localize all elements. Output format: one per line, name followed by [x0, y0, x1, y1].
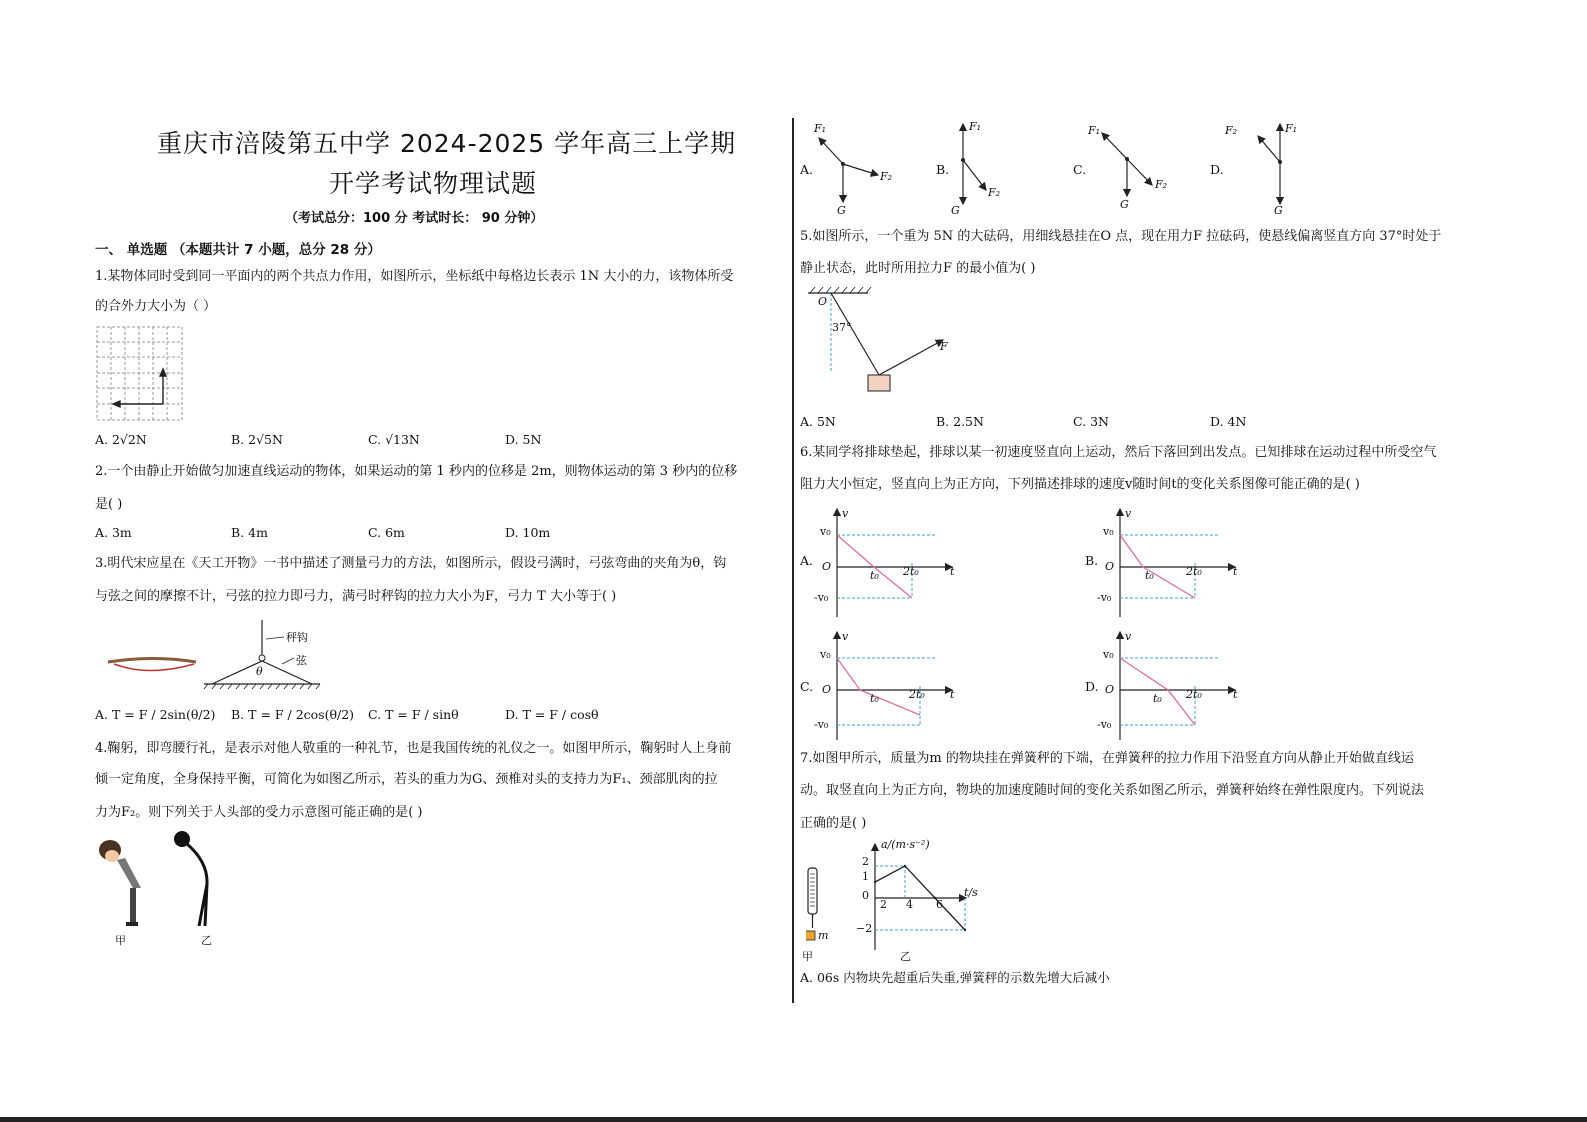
- q4-option-b[interactable]: B.: [936, 162, 950, 177]
- q6b-v: v: [1125, 507, 1132, 520]
- q6-line-2: 阻力大小恒定，竖直向上为正方向，下列描述排球的速度v随时间t的变化关系图像可能正确的是( ): [800, 477, 1360, 492]
- q4a-f1-label: F₁: [814, 122, 827, 135]
- q7-line-3: 正确的是( ): [800, 816, 867, 831]
- q7-ytick-2: 2: [862, 855, 869, 868]
- q6-graph-a: [812, 505, 972, 620]
- q4-label-jia: 甲: [115, 934, 126, 947]
- q7-data-point: [964, 929, 966, 931]
- q7-m-label: m: [818, 929, 829, 942]
- q7-line-2: 动。取竖直向上为正方向，物块的加速度随时间的变化关系如图乙所示，弹簧秤始终在弹性限度内。下列说法: [800, 783, 1425, 798]
- q5-option-c[interactable]: C. 3N: [1073, 414, 1109, 429]
- q6a-t0: t₀: [870, 569, 879, 582]
- q4c-f2-label: F₂: [1155, 178, 1168, 191]
- q4-line-1: 4.鞠躬，即弯腰行礼，是表示对他人敬重的一种礼节，也是我国传统的礼仪之一。如图甲所示，鞠躬时人上身前: [95, 741, 732, 756]
- q6b-t: t: [1233, 565, 1238, 578]
- q6d-o: O: [1105, 683, 1115, 696]
- q4-diagram-b: [948, 118, 1038, 218]
- q6a-t: t: [950, 565, 955, 578]
- title-line-1: 重庆市涪陵第五中学 2024-2025 学年高三上学期: [157, 129, 737, 158]
- q3-option-b[interactable]: B. T = F / 2cos(θ/2): [231, 707, 355, 722]
- q3-bow-figure: [104, 617, 329, 693]
- q4-line-2: 倾一定角度，全身保持平衡，可简化为如图乙所示，若头的重力为G、颈椎对头的支持力为F₁、颈部肌肉的拉: [95, 772, 718, 787]
- q6-option-a[interactable]: A.: [800, 553, 814, 568]
- section-heading: 一、 单选题 （本题共计 7 小题，总分 28 分）: [95, 242, 381, 258]
- q4-diagram-d: [1222, 118, 1312, 218]
- q4-label-yi: 乙: [201, 934, 212, 947]
- q6c-v0: v₀: [820, 648, 831, 661]
- q6-option-b[interactable]: B.: [1085, 553, 1099, 568]
- q6a-2t0: 2t₀: [903, 565, 919, 578]
- q1-option-a[interactable]: A. 2√2N: [95, 432, 147, 447]
- exam-info: （考试总分：100 分 考试时长： 90 分钟）: [285, 211, 544, 226]
- q6-option-d[interactable]: D.: [1085, 679, 1099, 694]
- q5-f-label: F: [940, 340, 948, 353]
- q4d-f2-label: F₂: [1225, 124, 1238, 137]
- q6d-v: v: [1125, 630, 1132, 643]
- q4-option-a[interactable]: A.: [800, 162, 814, 177]
- q3-option-d[interactable]: D. T = F / cosθ: [505, 707, 599, 722]
- q4d-f1-label: F₁: [1285, 122, 1298, 135]
- q4-diagram-c: [1085, 118, 1175, 218]
- q7-data-point: [874, 881, 876, 883]
- q6b-neg-v0: -v₀: [1097, 591, 1112, 604]
- q6-option-c[interactable]: C.: [800, 679, 814, 694]
- q7-ytick-1: 1: [862, 870, 869, 883]
- q5-figure: [806, 285, 981, 400]
- q6c-v: v: [842, 630, 849, 643]
- q5-angle-label: 37°: [832, 321, 852, 334]
- q1-option-c[interactable]: C. √13N: [368, 432, 420, 447]
- q7-xtick-2: 2: [880, 898, 887, 911]
- q1-option-d[interactable]: D. 5N: [505, 432, 542, 447]
- q4-line-3: 力为F₂。则下列关于人头部的受力示意图可能正确的是( ): [95, 805, 423, 820]
- q6a-v: v: [842, 507, 849, 520]
- q4-option-c[interactable]: C.: [1073, 162, 1087, 177]
- q7-data-point: [904, 865, 906, 867]
- q4b-f1-label: F₁: [969, 120, 982, 133]
- q3-option-a[interactable]: A. T = F / 2sin(θ/2): [95, 707, 216, 722]
- q4-bow-figure: [95, 830, 230, 947]
- q4a-f2-label: F₂: [880, 170, 893, 183]
- q1-grid-figure: [96, 326, 186, 422]
- q6-line-1: 6.某同学将排球垫起，排球以某一初速度竖直向上运动，然后下落回到出发点。已知排球在运动过程中所受空气: [800, 445, 1437, 460]
- q4c-f1-label: F₁: [1088, 124, 1101, 137]
- q3-option-c[interactable]: C. T = F / sinθ: [368, 707, 459, 722]
- q5-option-a[interactable]: A. 5N: [800, 414, 836, 429]
- q6d-neg-v0: -v₀: [1097, 718, 1112, 731]
- q6d-t: t: [1233, 688, 1238, 701]
- q3-hook-label: 秤钩: [286, 631, 308, 644]
- q4b-g-label: G: [951, 204, 960, 217]
- q6d-t0: t₀: [1153, 692, 1162, 705]
- q2-option-b[interactable]: B. 4m: [231, 525, 268, 540]
- q3-theta-label: θ: [256, 665, 263, 678]
- q6-graph-c: [812, 628, 972, 743]
- page-bottom-rule: [0, 1117, 1587, 1122]
- q7-ytick-0: 0: [862, 889, 869, 902]
- q6b-v0: v₀: [1103, 525, 1114, 538]
- q6c-2t0: 2t₀: [909, 688, 925, 701]
- q6a-o: O: [822, 560, 832, 573]
- column-divider: [792, 118, 794, 1003]
- q5-line-2: 静止状态，此时所用拉力F 的最小值为( ): [800, 261, 1036, 276]
- q6c-t: t: [950, 688, 955, 701]
- q4b-f2-label: F₂: [988, 186, 1001, 199]
- q5-option-b[interactable]: B. 2.5N: [936, 414, 984, 429]
- q7-xlabel: t/s: [964, 886, 978, 899]
- q6d-v0: v₀: [1103, 648, 1114, 661]
- q5-option-d[interactable]: D. 4N: [1210, 414, 1247, 429]
- q6-graph-b: [1095, 505, 1255, 620]
- q7-figure: [802, 838, 1006, 965]
- q3-string-label: 弦: [296, 654, 307, 667]
- q2-line-1: 2.一个由静止开始做匀加速直线运动的物体，如果运动的第 1 秒内的位移是 2m，则物体运动的第 3 秒内的位移: [95, 464, 738, 479]
- q7-ytick-neg2: −2: [856, 922, 873, 935]
- q6d-2t0: 2t₀: [1186, 688, 1202, 701]
- q4a-g-label: G: [837, 204, 846, 217]
- q2-line-2: 是( ): [95, 497, 123, 512]
- q7-ylabel: a/(m·s⁻²): [881, 838, 930, 851]
- q5-line-1: 5.如图所示，一个重为 5N 的大砝码，用细线悬挂在O 点，现在用力F 拉砝码，使悬线偏离竖直方向 37°时处于: [800, 229, 1442, 244]
- q7-label-yi: 乙: [900, 950, 911, 963]
- q6c-o: O: [822, 683, 832, 696]
- q6b-2t0: 2t₀: [1186, 565, 1202, 578]
- q6a-neg-v0: -v₀: [814, 591, 829, 604]
- q7-line-1: 7.如图甲所示，质量为m 的物块挂在弹簧秤的下端，在弹簧秤的拉力作用下沿竖直方向从静止开始做直线运: [800, 751, 1414, 766]
- q2-option-d[interactable]: D. 10m: [505, 525, 551, 540]
- q7-xtick-4: 4: [906, 898, 913, 911]
- q1-option-b[interactable]: B. 2√5N: [231, 432, 283, 447]
- q6b-o: O: [1105, 560, 1115, 573]
- q1-line-2: 的合外力大小为（ ）: [95, 299, 217, 314]
- q6b-t0: t₀: [1145, 569, 1154, 582]
- q7-xtick-6: 6: [936, 898, 943, 911]
- q4-option-d[interactable]: D.: [1210, 162, 1224, 177]
- q7-option-a[interactable]: A. 06s 内物块先超重后失重,弹簧秤的示数先增大后减小: [800, 970, 1110, 985]
- q2-option-c[interactable]: C. 6m: [368, 525, 405, 540]
- q4-diagram-a: [812, 118, 902, 218]
- q6c-t0: t₀: [870, 692, 879, 705]
- title-line-2: 开学考试物理试题: [329, 169, 538, 198]
- q6a-v0: v₀: [820, 525, 831, 538]
- q7-label-jia: 甲: [802, 950, 813, 963]
- q1-line-1: 1.某物体同时受到同一平面内的两个共点力作用，如图所示，坐标纸中每格边长表示 1N 大小的力，该物体所受: [95, 269, 734, 284]
- q2-option-a[interactable]: A. 3m: [95, 525, 132, 540]
- q6c-neg-v0: -v₀: [814, 718, 829, 731]
- q4c-g-label: G: [1120, 198, 1129, 211]
- q6-graph-d: [1095, 628, 1255, 743]
- q3-line-1: 3.明代宋应星在《天工开物》一书中描述了测量弓力的方法，如图所示，假设弓满时，弓弦弯曲的夹角为θ，钩: [95, 556, 727, 571]
- q5-o-label: O: [818, 295, 828, 308]
- q3-line-2: 与弦之间的摩擦不计，弓弦的拉力即弓力，满弓时秤钩的拉力大小为F，弓力 T 大小等于( ): [95, 589, 617, 604]
- q4d-g-label: G: [1274, 204, 1283, 217]
